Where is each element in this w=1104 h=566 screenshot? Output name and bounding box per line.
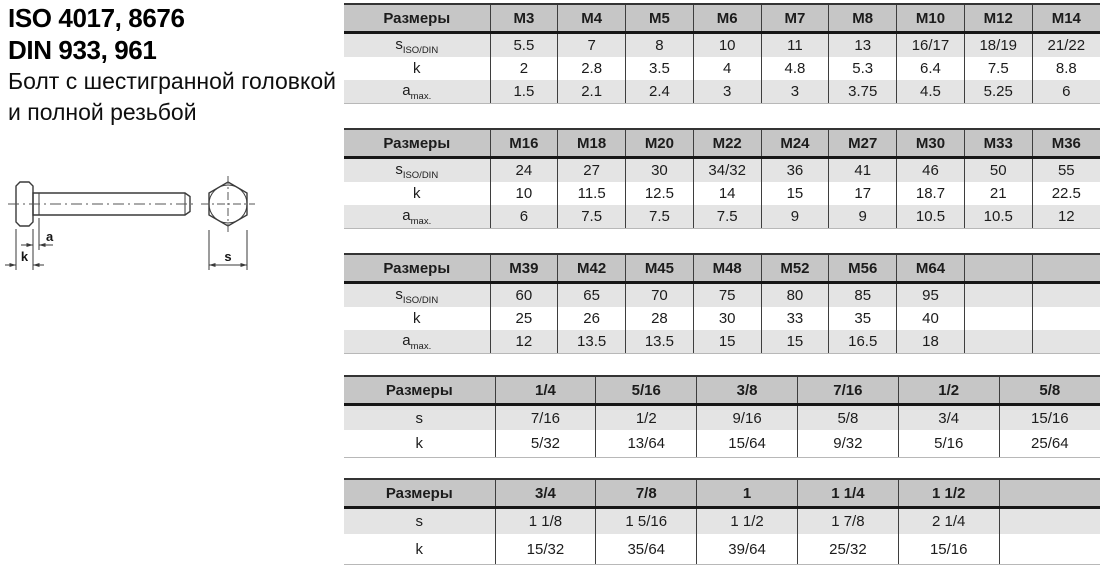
dimension-row-label bbox=[344, 158, 490, 183]
value-cell: 10 bbox=[693, 33, 761, 58]
size-column-header: 7/16 bbox=[797, 376, 898, 405]
size-column-header: 7/8 bbox=[596, 479, 697, 508]
value-cell: 16.5 bbox=[829, 330, 897, 354]
value-cell: 5/8 bbox=[797, 405, 898, 431]
size-column-header: M33 bbox=[964, 129, 1032, 158]
value-cell: 2 bbox=[490, 57, 558, 80]
value-cell: 9 bbox=[829, 205, 897, 229]
value-cell: 12.5 bbox=[626, 182, 694, 205]
value-cell: 35/64 bbox=[596, 534, 697, 565]
value-cell: 3.5 bbox=[626, 57, 694, 80]
value-cell: 1/2 bbox=[596, 405, 697, 431]
size-column-header: M56 bbox=[829, 254, 897, 283]
dimension-row bbox=[344, 80, 1100, 104]
dimension-row-label bbox=[344, 330, 490, 354]
size-column-header: 5/16 bbox=[596, 376, 697, 405]
dimension-row bbox=[344, 405, 1100, 431]
value-cell: 95 bbox=[897, 283, 965, 308]
dimension-row-label bbox=[344, 57, 490, 80]
size-column-header: M5 bbox=[626, 4, 694, 33]
value-cell: 39/64 bbox=[697, 534, 798, 565]
standard-iso-title: ISO 4017, 8676 bbox=[8, 3, 185, 33]
value-cell: 33 bbox=[761, 307, 829, 330]
sizes-header-cell: Размеры bbox=[344, 129, 490, 158]
dimension-row-label bbox=[344, 508, 495, 535]
dimension-table-5 bbox=[344, 478, 1100, 565]
value-cell: 15 bbox=[761, 182, 829, 205]
value-cell: 55 bbox=[1032, 158, 1100, 183]
dimension-symbol: a bbox=[402, 331, 411, 349]
value-cell: 7 bbox=[558, 33, 626, 58]
value-cell: 16/17 bbox=[897, 33, 965, 58]
bolt-head-end-view bbox=[201, 176, 255, 232]
value-cell: 15/16 bbox=[999, 405, 1100, 431]
value-cell: 36 bbox=[761, 158, 829, 183]
dimension-symbol-subscript: ISO/DIN bbox=[402, 44, 439, 56]
value-cell: 13.5 bbox=[626, 330, 694, 354]
value-cell: 12 bbox=[490, 330, 558, 354]
value-cell: 1 7/8 bbox=[797, 508, 898, 535]
dimension-symbol-subscript: ISO/DIN bbox=[402, 169, 439, 181]
dimension-symbol: s bbox=[395, 160, 403, 178]
value-cell: 3 bbox=[761, 80, 829, 104]
value-cell: 5.3 bbox=[829, 57, 897, 80]
value-cell: 11.5 bbox=[558, 182, 626, 205]
dimension-s bbox=[209, 230, 247, 270]
size-column-header: 5/8 bbox=[999, 376, 1100, 405]
value-cell: 85 bbox=[829, 283, 897, 308]
value-cell: 9/16 bbox=[697, 405, 798, 431]
value-cell: 75 bbox=[693, 283, 761, 308]
value-cell: 18/19 bbox=[964, 33, 1032, 58]
value-cell: 7/16 bbox=[495, 405, 596, 431]
value-cell: 9/32 bbox=[797, 430, 898, 458]
size-column-header: M30 bbox=[897, 129, 965, 158]
dimension-symbol: s bbox=[395, 285, 403, 303]
value-cell: 46 bbox=[897, 158, 965, 183]
value-cell: 9 bbox=[761, 205, 829, 229]
value-cell: 18.7 bbox=[897, 182, 965, 205]
value-cell: 1 5/16 bbox=[596, 508, 697, 535]
value-cell: 12 bbox=[1032, 205, 1100, 229]
dimension-symbol-subscript: ISO/DIN bbox=[402, 294, 439, 306]
dimension-table-4 bbox=[344, 375, 1100, 458]
size-column-header: M22 bbox=[693, 129, 761, 158]
value-cell: 5.5 bbox=[490, 33, 558, 58]
sizes-header-cell: Размеры bbox=[344, 376, 495, 405]
size-column-header: M12 bbox=[964, 4, 1032, 33]
size-column-header: M64 bbox=[897, 254, 965, 283]
value-cell: 26 bbox=[558, 307, 626, 330]
size-column-header: M20 bbox=[626, 129, 694, 158]
dimension-row bbox=[344, 158, 1100, 183]
value-cell: 10.5 bbox=[897, 205, 965, 229]
value-cell: 25/32 bbox=[797, 534, 898, 565]
dimension-row bbox=[344, 57, 1100, 80]
value-cell: 2 1/4 bbox=[898, 508, 999, 535]
value-cell: 1.5 bbox=[490, 80, 558, 104]
value-cell: 25 bbox=[490, 307, 558, 330]
value-cell: 5/16 bbox=[898, 430, 999, 458]
value-cell: 30 bbox=[626, 158, 694, 183]
size-column-header bbox=[1032, 254, 1100, 283]
table-header-row bbox=[344, 4, 1100, 33]
table-header-row bbox=[344, 254, 1100, 283]
size-column-header: 3/8 bbox=[697, 376, 798, 405]
value-cell: 14 bbox=[693, 182, 761, 205]
dimension-row bbox=[344, 508, 1100, 535]
value-cell: 35 bbox=[829, 307, 897, 330]
dimension-symbol: s bbox=[415, 409, 423, 427]
value-cell: 6 bbox=[490, 205, 558, 229]
dimension-table-1 bbox=[344, 3, 1100, 104]
value-cell: 21 bbox=[964, 182, 1032, 205]
value-cell: 30 bbox=[693, 307, 761, 330]
table-header-row bbox=[344, 129, 1100, 158]
dimension-symbol-subscript: max. bbox=[410, 340, 432, 352]
value-cell: 21/22 bbox=[1032, 33, 1100, 58]
value-cell: 15/16 bbox=[898, 534, 999, 565]
value-cell bbox=[964, 307, 1032, 330]
size-column-header: M45 bbox=[626, 254, 694, 283]
size-column-header: M24 bbox=[761, 129, 829, 158]
size-column-header: M4 bbox=[558, 4, 626, 33]
value-cell: 3 bbox=[693, 80, 761, 104]
description-line-1: Болт с шестигранной головкой bbox=[8, 68, 336, 94]
bolt-technical-drawing bbox=[0, 160, 284, 360]
value-cell: 10 bbox=[490, 182, 558, 205]
value-cell: 15/32 bbox=[495, 534, 596, 565]
size-column-header: M52 bbox=[761, 254, 829, 283]
sizes-header-cell: Размеры bbox=[344, 479, 495, 508]
dimension-k bbox=[5, 229, 44, 270]
size-column-header: M14 bbox=[1032, 4, 1100, 33]
dimension-row-label bbox=[344, 405, 495, 431]
dimension-symbol: s bbox=[415, 513, 423, 530]
value-cell: 2.1 bbox=[558, 80, 626, 104]
table-header-row bbox=[344, 376, 1100, 405]
value-cell: 15 bbox=[693, 330, 761, 354]
size-column-header: 1 1/4 bbox=[797, 479, 898, 508]
value-cell: 7.5 bbox=[558, 205, 626, 229]
size-column-header: M39 bbox=[490, 254, 558, 283]
value-cell: 13/64 bbox=[596, 430, 697, 458]
size-column-header: M27 bbox=[829, 129, 897, 158]
dimension-symbol: a bbox=[402, 81, 411, 99]
value-cell: 8.8 bbox=[1032, 57, 1100, 80]
dimension-symbol: s bbox=[395, 35, 403, 53]
value-cell: 3/4 bbox=[898, 405, 999, 431]
dimension-row bbox=[344, 430, 1100, 458]
value-cell: 10.5 bbox=[964, 205, 1032, 229]
dimension-table-2 bbox=[344, 128, 1100, 229]
dim-k-label: k bbox=[20, 249, 29, 264]
value-cell: 80 bbox=[761, 283, 829, 308]
dimension-row bbox=[344, 307, 1100, 330]
dimension-symbol: k bbox=[413, 60, 421, 77]
dimension-symbol: k bbox=[415, 435, 423, 452]
size-column-header: M36 bbox=[1032, 129, 1100, 158]
dimension-row bbox=[344, 330, 1100, 354]
value-cell: 7.5 bbox=[964, 57, 1032, 80]
value-cell: 50 bbox=[964, 158, 1032, 183]
standard-din-title: DIN 933, 961 bbox=[8, 35, 157, 65]
value-cell: 40 bbox=[897, 307, 965, 330]
value-cell: 6 bbox=[1032, 80, 1100, 104]
dimension-symbol-subscript: max. bbox=[410, 215, 432, 227]
dimension-symbol: k bbox=[413, 185, 421, 202]
value-cell: 2.4 bbox=[626, 80, 694, 104]
value-cell: 28 bbox=[626, 307, 694, 330]
dimension-row-label bbox=[344, 80, 490, 104]
dimension-symbol: a bbox=[402, 206, 411, 224]
value-cell bbox=[964, 283, 1032, 308]
dimension-row-label bbox=[344, 182, 490, 205]
dimension-symbol: k bbox=[413, 310, 421, 327]
dimension-row-label bbox=[344, 534, 495, 565]
size-column-header: 3/4 bbox=[495, 479, 596, 508]
value-cell bbox=[999, 508, 1100, 535]
dim-s-label: s bbox=[224, 249, 232, 264]
dimension-row bbox=[344, 534, 1100, 565]
value-cell: 60 bbox=[490, 283, 558, 308]
value-cell: 25/64 bbox=[999, 430, 1100, 458]
size-column-header: 1/2 bbox=[898, 376, 999, 405]
value-cell: 24 bbox=[490, 158, 558, 183]
value-cell: 5.25 bbox=[964, 80, 1032, 104]
dimension-row-label bbox=[344, 205, 490, 229]
dimension-row bbox=[344, 205, 1100, 229]
value-cell: 13.5 bbox=[558, 330, 626, 354]
value-cell bbox=[999, 534, 1100, 565]
value-cell: 65 bbox=[558, 283, 626, 308]
value-cell: 22.5 bbox=[1032, 182, 1100, 205]
table-header-row bbox=[344, 479, 1100, 508]
dimension-row-label bbox=[344, 307, 490, 330]
value-cell: 11 bbox=[761, 33, 829, 58]
value-cell: 2.8 bbox=[558, 57, 626, 80]
dimension-row-label bbox=[344, 283, 490, 308]
value-cell bbox=[1032, 330, 1100, 354]
value-cell: 4 bbox=[693, 57, 761, 80]
value-cell: 27 bbox=[558, 158, 626, 183]
dimension-row-label bbox=[344, 430, 495, 458]
value-cell: 41 bbox=[829, 158, 897, 183]
value-cell: 4.8 bbox=[761, 57, 829, 80]
value-cell: 5/32 bbox=[495, 430, 596, 458]
dimension-row-label bbox=[344, 33, 490, 58]
value-cell: 8 bbox=[626, 33, 694, 58]
size-column-header: 1 bbox=[697, 479, 798, 508]
value-cell: 70 bbox=[626, 283, 694, 308]
sizes-header-cell: Размеры bbox=[344, 4, 490, 33]
size-column-header: 1/4 bbox=[495, 376, 596, 405]
description-line-2: и полной резьбой bbox=[8, 99, 197, 125]
size-column-header bbox=[999, 479, 1100, 508]
value-cell: 15 bbox=[761, 330, 829, 354]
size-column-header: 1 1/2 bbox=[898, 479, 999, 508]
size-column-header: M18 bbox=[558, 129, 626, 158]
value-cell: 15/64 bbox=[697, 430, 798, 458]
value-cell: 18 bbox=[897, 330, 965, 354]
dim-a-label: a bbox=[46, 229, 54, 244]
value-cell: 34/32 bbox=[693, 158, 761, 183]
value-cell bbox=[964, 330, 1032, 354]
size-column-header: M48 bbox=[693, 254, 761, 283]
dimension-row bbox=[344, 283, 1100, 308]
value-cell: 13 bbox=[829, 33, 897, 58]
value-cell: 17 bbox=[829, 182, 897, 205]
value-cell: 7.5 bbox=[626, 205, 694, 229]
value-cell: 6.4 bbox=[897, 57, 965, 80]
size-column-header bbox=[964, 254, 1032, 283]
title-block bbox=[8, 2, 336, 128]
value-cell: 4.5 bbox=[897, 80, 965, 104]
size-column-header: M8 bbox=[829, 4, 897, 33]
dimension-row bbox=[344, 33, 1100, 58]
size-column-header: M16 bbox=[490, 129, 558, 158]
value-cell: 3.75 bbox=[829, 80, 897, 104]
size-column-header: M10 bbox=[897, 4, 965, 33]
value-cell: 1 1/8 bbox=[495, 508, 596, 535]
value-cell: 7.5 bbox=[693, 205, 761, 229]
size-column-header: M6 bbox=[693, 4, 761, 33]
value-cell bbox=[1032, 283, 1100, 308]
dimension-row bbox=[344, 182, 1100, 205]
size-column-header: M3 bbox=[490, 4, 558, 33]
dimension-symbol-subscript: max. bbox=[410, 90, 432, 102]
value-cell bbox=[1032, 307, 1100, 330]
sizes-header-cell: Размеры bbox=[344, 254, 490, 283]
value-cell: 1 1/2 bbox=[697, 508, 798, 535]
size-column-header: M7 bbox=[761, 4, 829, 33]
size-column-header: M42 bbox=[558, 254, 626, 283]
dimension-symbol: k bbox=[415, 540, 423, 558]
dimension-table-3 bbox=[344, 253, 1100, 354]
